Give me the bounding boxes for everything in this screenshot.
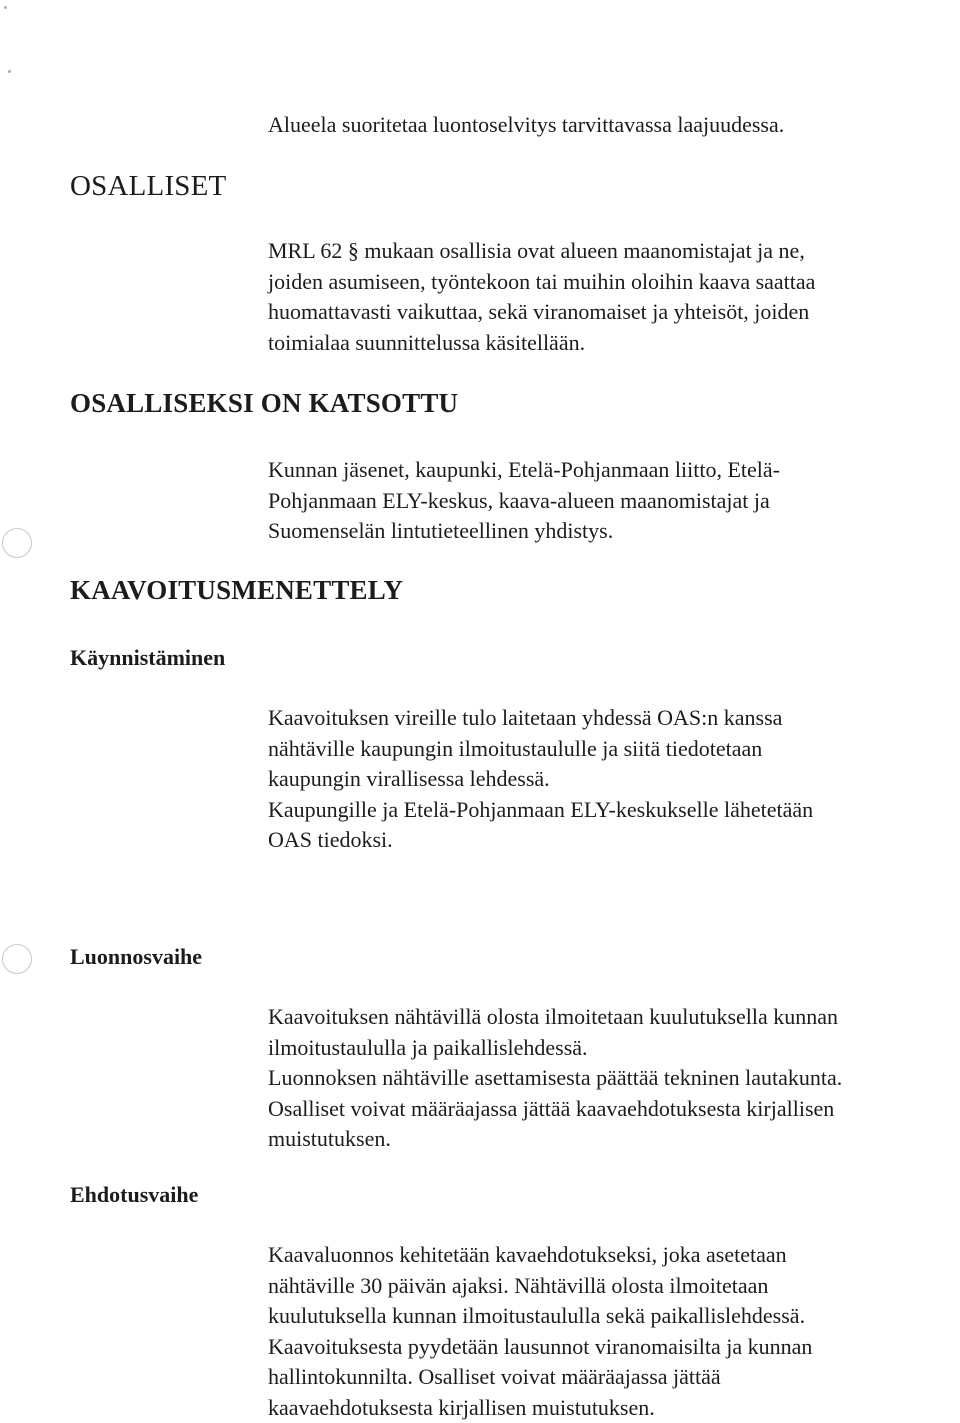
- text-line: ilmoitustaululla ja paikallislehdessä.: [268, 1033, 948, 1064]
- text-line: kaavaehdotuksesta kirjallisen muistutuksen.: [268, 1393, 948, 1423]
- text-line: OAS tiedoksi.: [268, 825, 948, 856]
- text-line: muistutuksen.: [268, 1124, 948, 1155]
- text-line: Alueela suoritetaa luontoselvitys tarvittavassa laajuudessa.: [268, 110, 948, 141]
- subheading-kaynnistaminen: Käynnistäminen: [70, 645, 225, 671]
- punch-hole-mark: [2, 944, 32, 974]
- section-heading-osalliseksi-on-katsottu: OSALLISEKSI ON KATSOTTU: [70, 388, 458, 419]
- text-line: Osalliset voivat määräajassa jättää kaavaehdotuksesta kirjallisen: [268, 1094, 948, 1125]
- ehdotusvaihe-paragraph: [268, 1240, 948, 1423]
- text-line: nähtäville kaupungin ilmoitustaululle ja siitä tiedotetaan: [268, 734, 948, 765]
- section-heading-osalliset: OSALLISET: [70, 170, 226, 203]
- text-line: Pohjanmaan ELY-keskus, kaava-alueen maanomistajat ja: [268, 486, 948, 517]
- luonnosvaihe-paragraph: [268, 1002, 948, 1155]
- text-line: Kaavoituksen nähtävillä olosta ilmoitetaan kuulutuksella kunnan: [268, 1002, 948, 1033]
- text-line: MRL 62 § mukaan osallisia ovat alueen maanomistajat ja ne,: [268, 236, 948, 267]
- text-line: Kaavaluonnos kehitetään kavaehdotukseksi, joka asetetaan: [268, 1240, 948, 1271]
- subheading-luonnosvaihe: Luonnosvaihe: [70, 944, 202, 970]
- text-line: kaupungin virallisessa lehdessä.: [268, 764, 948, 795]
- text-line: Kunnan jäsenet, kaupunki, Etelä-Pohjanmaan liitto, Etelä-: [268, 455, 948, 486]
- text-line: joiden asumiseen, työntekoon tai muihin oloihin kaava saattaa: [268, 267, 948, 298]
- text-line: huomattavasti vaikuttaa, sekä viranomaiset ja yhteisöt, joiden: [268, 297, 948, 328]
- text-line: toimialaa suunnittelussa käsitellään.: [268, 328, 948, 359]
- text-line: Luonnoksen nähtäville asettamisesta päättää tekninen lautakunta.: [268, 1063, 948, 1094]
- text-line: hallintokunnilta. Osalliset voivat määräajassa jättää: [268, 1362, 948, 1393]
- osalliset-paragraph: [268, 236, 948, 358]
- subheading-ehdotusvaihe: Ehdotusvaihe: [70, 1182, 198, 1208]
- text-line: nähtäville 30 päivän ajaksi. Nähtävillä olosta ilmoitetaan: [268, 1271, 948, 1302]
- scan-speck: [4, 6, 7, 9]
- section-heading-kaavoitusmenettely: KAAVOITUSMENETTELY: [70, 575, 403, 606]
- text-line: Kaavoituksesta pyydetään lausunnot viranomaisilta ja kunnan: [268, 1332, 948, 1363]
- text-line: kuulutuksella kunnan ilmoitustaululla sekä paikallislehdessä.: [268, 1301, 948, 1332]
- text-line: Kaupungille ja Etelä-Pohjanmaan ELY-keskukselle lähetetään: [268, 795, 948, 826]
- intro-paragraph: [268, 110, 948, 141]
- kaynnistaminen-paragraph: [268, 703, 948, 856]
- punch-hole-mark: [2, 528, 32, 558]
- scan-speck: [8, 70, 11, 73]
- text-line: Suomenselän lintutieteellinen yhdistys.: [268, 516, 948, 547]
- text-line: Kaavoituksen vireille tulo laitetaan yhdessä OAS:n kanssa: [268, 703, 948, 734]
- katsottu-paragraph: [268, 455, 948, 547]
